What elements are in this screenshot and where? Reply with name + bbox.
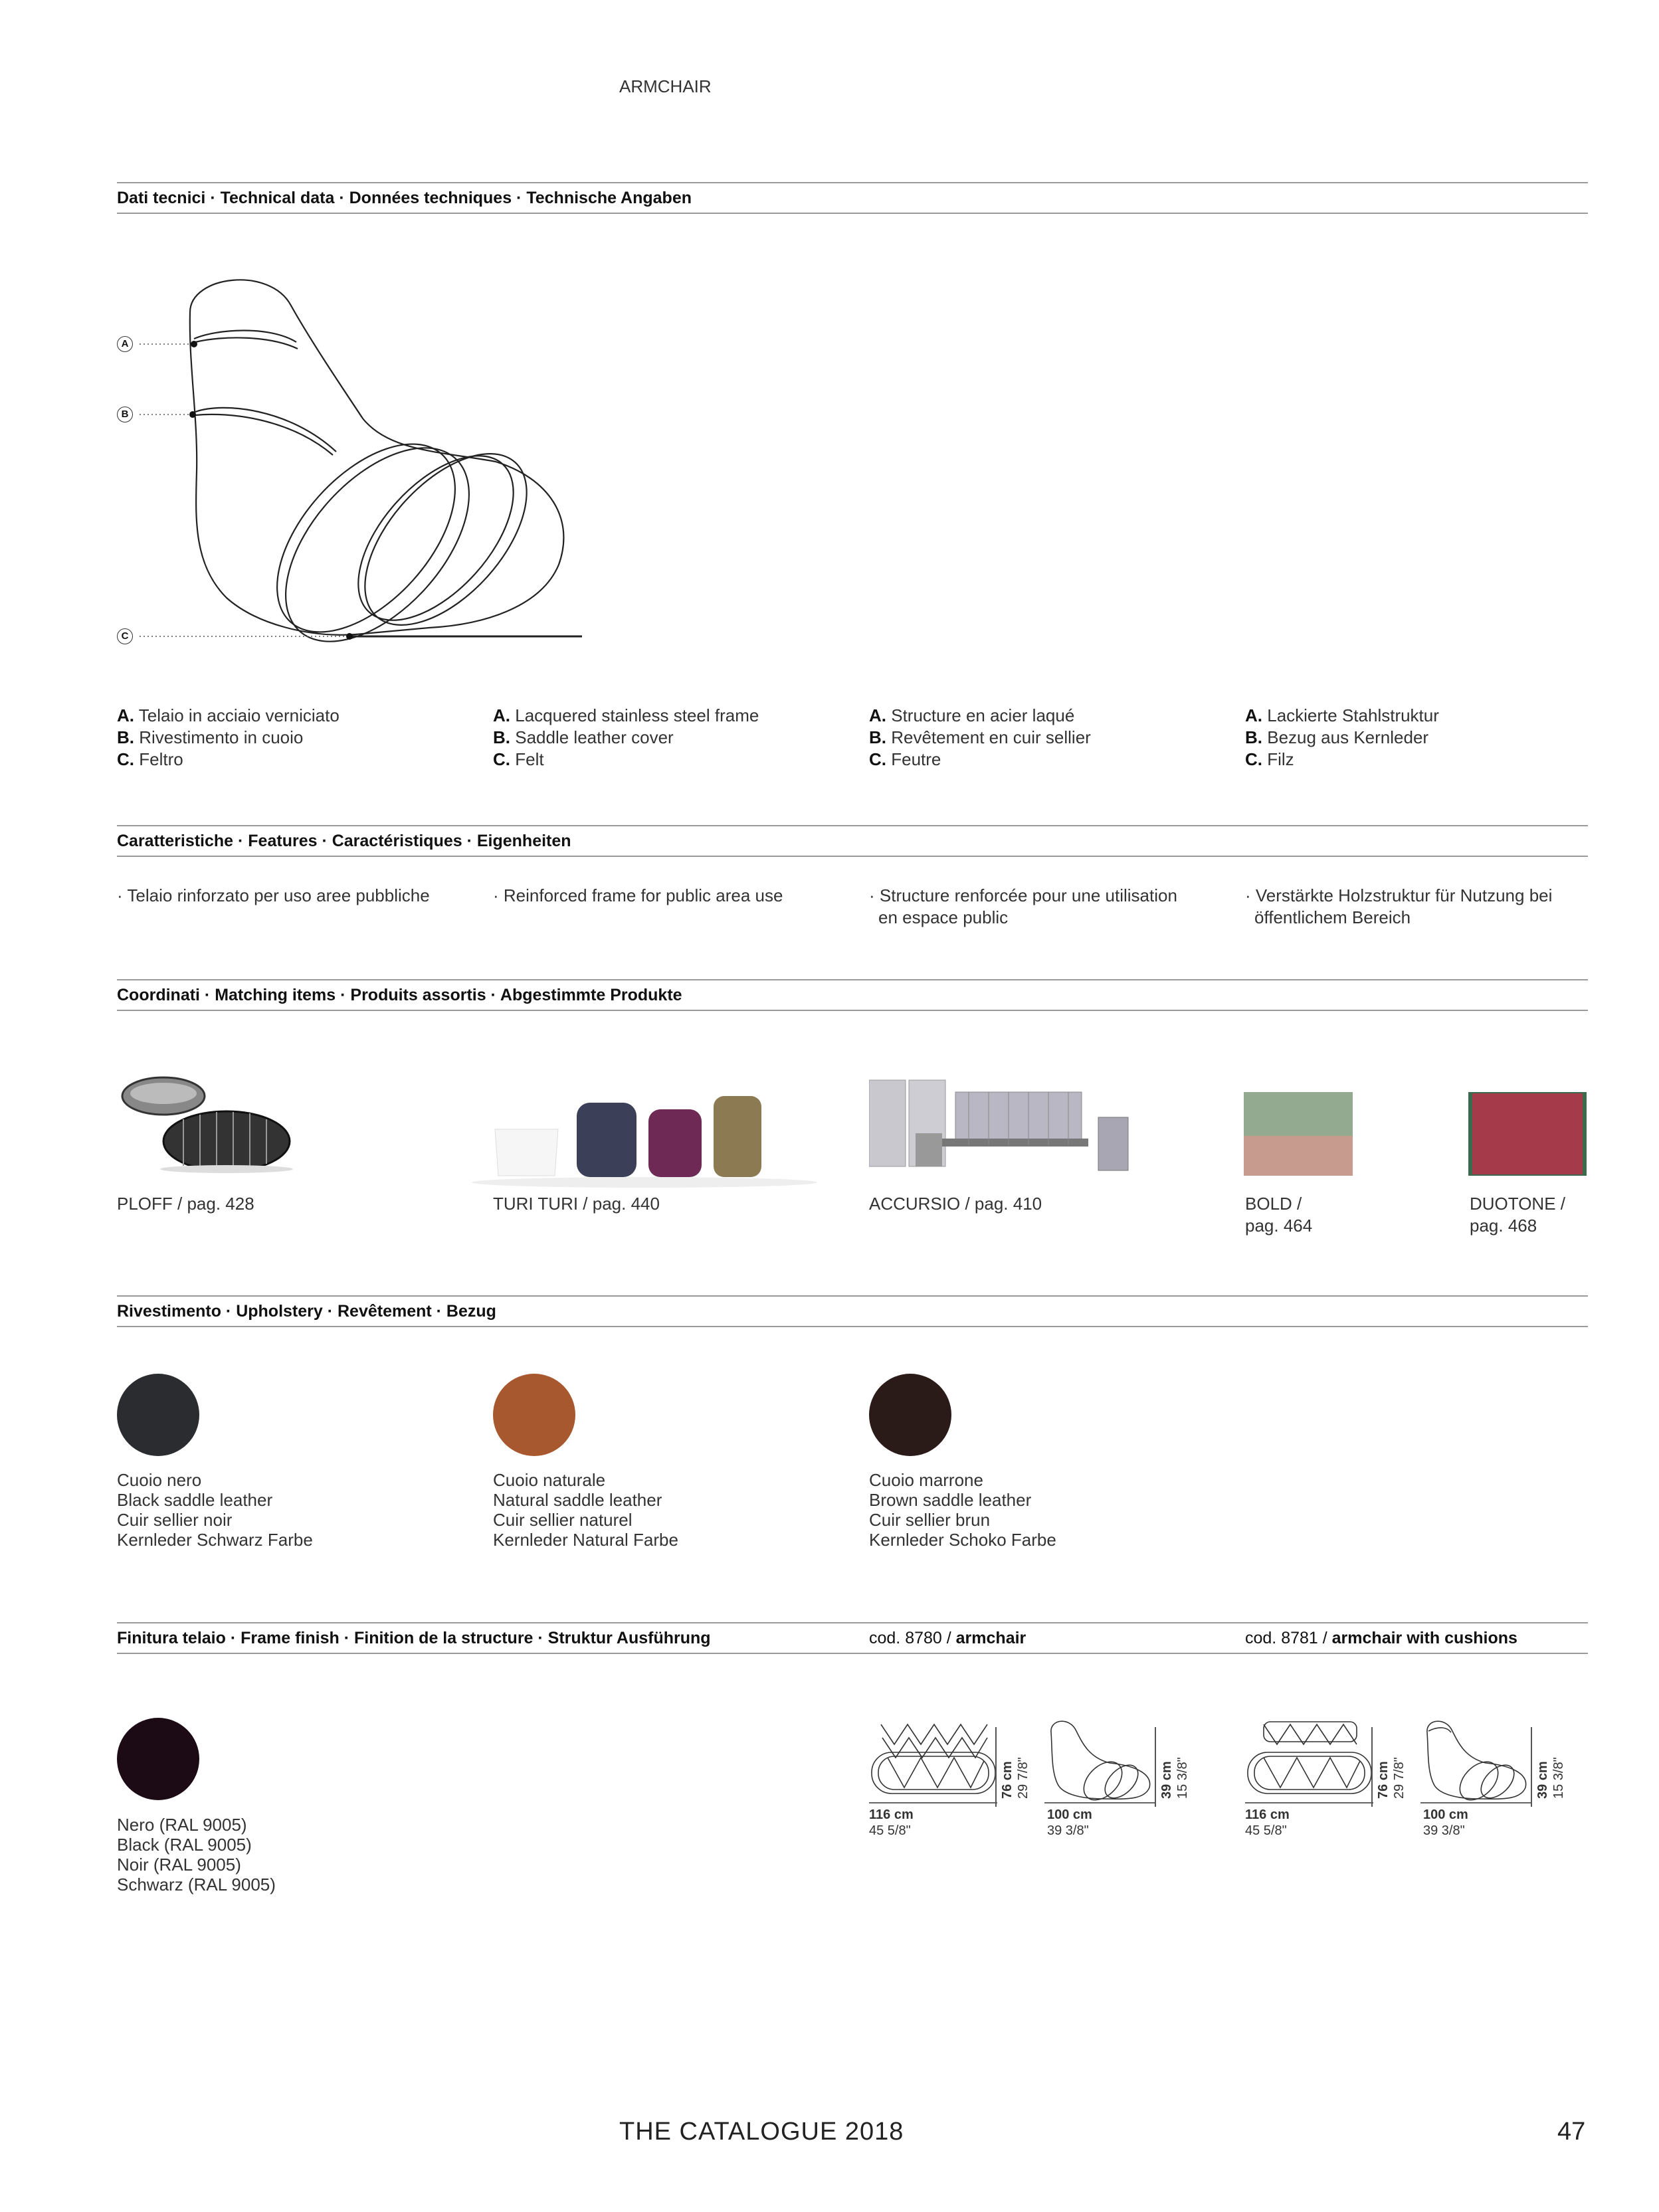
matching-line: BOLD / [1245, 1194, 1302, 1214]
upholstery-line: Cuoio marrone [869, 1470, 983, 1490]
upholstery-line: Kernleder Schwarz Farbe [117, 1530, 313, 1550]
upholstery-line: Cuir sellier naturel [493, 1510, 633, 1530]
frame-line: Schwarz (RAL 9005) [117, 1875, 276, 1894]
legend-column-de [1245, 705, 1439, 771]
upholstery-line: Black saddle leather [117, 1490, 273, 1510]
matching-header [117, 979, 1588, 1011]
dimension-cm: 100 cm [1423, 1807, 1468, 1822]
legend-a-fr: Structure en acier laqué [891, 705, 1075, 725]
features-title: Caratteristiche · Features · Caractéristiques · Eigenheiten [117, 832, 571, 850]
frame-finish-header [117, 1622, 1588, 1654]
matching-line: DUOTONE / [1470, 1194, 1565, 1214]
legend-b-en: Saddle leather cover [515, 727, 674, 747]
upholstery-title: Rivestimento · Upholstery · Revêtement · Bezug [117, 1302, 496, 1321]
model-name: armchair [955, 1629, 1026, 1647]
dimension-in: 39 3/8" [1423, 1823, 1465, 1838]
upholstery-label-brown [869, 1470, 1056, 1550]
legend-key-b: B. [493, 727, 510, 747]
dimension-in: 15 3/8" [1551, 1757, 1566, 1799]
matching-bold[interactable] [1245, 1193, 1312, 1237]
frame-finish-label [117, 1815, 276, 1894]
swatch-black-leather[interactable] [117, 1374, 199, 1456]
upholstery-line: Cuir sellier noir [117, 1510, 233, 1530]
legend-key-a: A. [1245, 705, 1262, 725]
legend-c-fr: Feutre [891, 749, 941, 769]
legend-c-it: Feltro [139, 749, 183, 769]
matching-line: pag. 464 [1245, 1216, 1313, 1236]
section-label: ARMCHAIR [619, 76, 712, 96]
legend-key-b: B. [117, 727, 134, 747]
dimension-cm: 76 cm [1376, 1761, 1391, 1799]
legend-key-c: C. [117, 749, 134, 769]
dimension-line [1371, 1727, 1373, 1807]
upholstery-label-natural [493, 1470, 678, 1550]
bold-thumbnail[interactable] [1244, 1092, 1357, 1178]
legend-c-en: Felt [515, 749, 544, 769]
feature-line: en espace public [878, 907, 1009, 927]
upholstery-line: Cuoio nero [117, 1470, 202, 1490]
armchair-technical-drawing [117, 252, 682, 664]
dimension-in: 45 5/8" [1245, 1823, 1287, 1838]
legend-c-de: Filz [1267, 749, 1294, 769]
swatch-brown-leather[interactable] [869, 1374, 951, 1456]
feature-line: öffentlichem Bereich [1254, 907, 1411, 927]
dimension-in: 39 3/8" [1047, 1823, 1089, 1838]
upholstery-line: Kernleder Natural Farbe [493, 1530, 678, 1550]
callout-a: A [117, 336, 133, 352]
upholstery-header [117, 1295, 1588, 1327]
legend-a-en: Lacquered stainless steel frame [515, 705, 759, 725]
matching-duotone[interactable] [1470, 1193, 1565, 1237]
legend-key-c: C. [1245, 749, 1262, 769]
technical-data-header [117, 182, 1588, 214]
upholstery-line: Cuoio naturale [493, 1470, 606, 1490]
model-8781-heading [1245, 1629, 1517, 1648]
dimension-in: 45 5/8" [869, 1823, 911, 1838]
model-8780-front-width [869, 1807, 914, 1839]
frame-line: Nero (RAL 9005) [117, 1815, 247, 1835]
swatch-frame-black[interactable] [117, 1718, 199, 1800]
legend-key-b: B. [869, 727, 886, 747]
model-8780-heading [869, 1629, 1026, 1648]
feature-de [1245, 885, 1552, 929]
model-8781-front-view [1244, 1718, 1377, 1811]
dimension-line [995, 1727, 997, 1807]
legend-key-c: C. [493, 749, 510, 769]
ploff-thumbnail[interactable] [117, 1069, 303, 1176]
dimension-cm: 116 cm [869, 1807, 914, 1822]
feature-en [493, 885, 783, 907]
upholstery-line: Cuir sellier brun [869, 1510, 991, 1530]
dimension-in: 29 7/8" [1392, 1757, 1407, 1799]
model-8781-front-width [1245, 1807, 1290, 1839]
accursio-thumbnail[interactable] [869, 1079, 1148, 1178]
legend-key-a: A. [493, 705, 510, 725]
technical-data-title: Dati tecnici · Technical data · Données techniques · Technische Angaben [117, 189, 692, 207]
model-code: cod. 8781 / [1245, 1629, 1332, 1647]
turi-turi-thumbnail[interactable] [465, 1089, 824, 1189]
upholstery-line: Brown saddle leather [869, 1490, 1032, 1510]
callout-b: B [117, 407, 133, 422]
feature-line: · Structure renforcée pour une utilisation [869, 885, 1177, 905]
upholstery-line: Kernleder Schoko Farbe [869, 1530, 1056, 1550]
features-header [117, 825, 1588, 857]
legend-key-a: A. [117, 705, 134, 725]
legend-column-it [117, 705, 340, 771]
model-8780-side-width [1047, 1807, 1092, 1839]
legend-b-de: Bezug aus Kernleder [1267, 727, 1429, 747]
dimension-line [1531, 1727, 1532, 1807]
matching-line: pag. 468 [1470, 1216, 1537, 1236]
legend-key-c: C. [869, 749, 886, 769]
dimension-line [1155, 1727, 1156, 1807]
legend-b-it: Rivestimento in cuoio [139, 727, 304, 747]
legend-a-de: Lackierte Stahlstruktur [1267, 705, 1439, 725]
legend-column-fr [869, 705, 1091, 771]
model-8780-side-height [1159, 1757, 1191, 1799]
matching-turi-turi[interactable] [493, 1193, 660, 1215]
dimension-cm: 100 cm [1047, 1807, 1092, 1822]
upholstery-label-black [117, 1470, 313, 1550]
legend-b-fr: Revêtement en cuir sellier [891, 727, 1091, 747]
model-8780-side-view [1043, 1718, 1163, 1811]
matching-line: TURI TURI / pag. 440 [493, 1194, 660, 1214]
dimension-cm: 76 cm [1000, 1761, 1015, 1799]
dimension-in: 15 3/8" [1175, 1757, 1190, 1799]
model-8781-side-view [1419, 1718, 1539, 1811]
dimension-in: 29 7/8" [1016, 1757, 1030, 1799]
frame-line: Black (RAL 9005) [117, 1835, 252, 1855]
frame-line: Noir (RAL 9005) [117, 1855, 241, 1875]
matching-accursio[interactable] [869, 1193, 1042, 1215]
model-code: cod. 8780 / [869, 1629, 956, 1647]
model-8781-side-height [1535, 1757, 1567, 1799]
dimension-cm: 39 cm [1535, 1761, 1550, 1799]
legend-column-en [493, 705, 759, 771]
feature-fr [869, 885, 1177, 929]
legend-key-a: A. [869, 705, 886, 725]
footer-catalogue: THE CATALOGUE 2018 [619, 2118, 904, 2146]
matching-ploff[interactable] [117, 1193, 254, 1215]
model-8781-front-height [1375, 1757, 1407, 1799]
frame-finish-title: Finitura telaio · Frame finish · Finition de la structure · Struktur Ausführung [117, 1629, 711, 1647]
model-8780-front-height [999, 1757, 1031, 1799]
feature-line: · Verstärkte Holzstruktur für Nutzung bei [1245, 885, 1553, 905]
swatch-natural-leather[interactable] [493, 1374, 575, 1456]
feature-line: · Telaio rinforzato per uso aree pubbliche [117, 885, 430, 905]
model-8780-front-view [868, 1718, 1001, 1811]
matching-line: PLOFF / pag. 428 [117, 1194, 254, 1214]
model-name: armchair with cushions [1331, 1629, 1517, 1647]
upholstery-line: Natural saddle leather [493, 1490, 662, 1510]
duotone-thumbnail[interactable] [1468, 1092, 1588, 1178]
feature-it [117, 885, 430, 907]
callout-c: C [117, 628, 133, 644]
legend-key-b: B. [1245, 727, 1262, 747]
dimension-cm: 39 cm [1159, 1761, 1174, 1799]
legend-a-it: Telaio in acciaio verniciato [138, 705, 340, 725]
dimension-cm: 116 cm [1245, 1807, 1290, 1822]
matching-line: ACCURSIO / pag. 410 [869, 1194, 1042, 1214]
page-number: 47 [1557, 2118, 1586, 2146]
matching-title: Coordinati · Matching items · Produits assortis · Abgestimmte Produkte [117, 986, 682, 1004]
feature-line: · Reinforced frame for public area use [493, 885, 783, 905]
model-8781-side-width [1423, 1807, 1468, 1839]
